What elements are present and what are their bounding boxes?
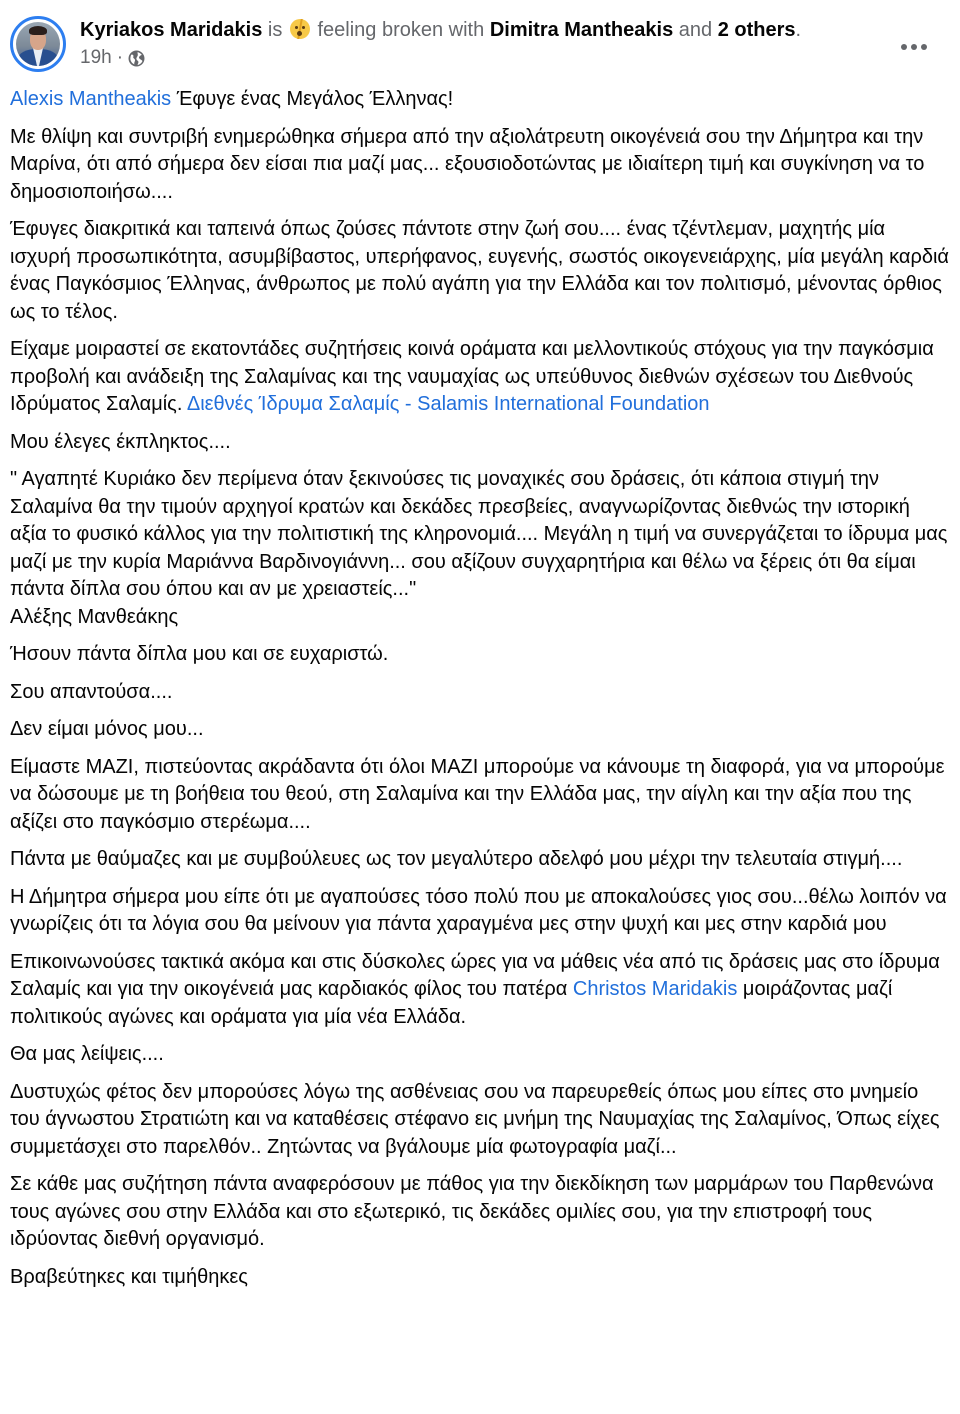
post-meta <box>80 46 145 70</box>
post-paragraph: Ήσουν πάντα δίπλα μου και σε ευχαριστώ. <box>10 643 389 665</box>
paragraph-text: Επικοινωνούσες τακτικά ακόμα και στις δύσκολες ώρες για να μάθεις νέα από τις δράσεις μας στο ίδρυμα Σαλαμίς και για την οικογένειά μας καρδιακός φίλος του πατέρα <box>10 950 940 1000</box>
tagged-others[interactable]: 2 others <box>717 19 796 41</box>
post-paragraph: Θα μας λείψεις.... <box>10 1043 164 1065</box>
paragraph-text: μοιράζοντας μαζί πολιτικούς αγώνες και οράματα για μία νέα Ελλάδα. <box>10 978 893 1028</box>
post-paragraph: Σε κάθε μας συζήτηση πάντα αναφερόσουν με πάθος για την διεκδίκηση των μαρμάρων του Παρθενώνα τους αγώνες σου στην Ελλάδα και στο εξωτερικό, τις δεκάδες ομιλίες σου, για την επιστροφή τους ιδρύοντας διεθνή οργανισμό. <box>10 1173 934 1250</box>
mention-alexis-mantheakis[interactable]: Alexis Mantheakis <box>10 88 172 110</box>
mention-salamis-foundation[interactable]: Διεθνές Ίδρυμα Σαλαμίς - Salamis International Foundation <box>186 393 710 415</box>
post-paragraph <box>10 949 950 1032</box>
is-text: is <box>267 19 283 41</box>
broken-heart-face-icon <box>290 19 310 39</box>
mention-christos-maridakis[interactable]: Christos Maridakis <box>572 978 738 1000</box>
timestamp[interactable]: 19h <box>80 47 112 68</box>
post-paragraph: Μου έλεγες έκπληκτος.... <box>10 430 231 453</box>
meta-separator: · <box>116 47 124 68</box>
profile-photo <box>16 22 60 66</box>
post-body <box>10 86 950 1301</box>
post-paragraph: Δεν είμαι μόνος μου... <box>10 718 204 740</box>
quote-signature: Αλέξης Μανθεάκης <box>10 605 179 628</box>
post-paragraph: Έφυγες διακριτικά και ταπεινά όπως ζούσες πάντοτε στην ζωή σου.... ένας τζέντλεμαν, μαχητής μία ισχυρή προσωπικότητα, ασυμβίβαστος, υπερήφανος, ευγενής, σωστός οικογενειάρχης, μία μεγάλη καρδιά ένας Παγκόσμιος Έλληνας, άνθρωπος με πολύ αγάπη για την Ελλάδα και τον πολιτισμό, μένοντας όρθιος ως το τέλος. <box>10 218 949 323</box>
post-paragraph: Με θλίψη και συντριβή ενημερώθηκα σήμερα από την αξιολάτρευτη οικογένειά σου την Δήμητρα και την Μαρίνα, ότι από σήμερα δεν είσαι πια μαζί μας... εξουσιοδοτώντας με ιδιαίτερη τιμή και συγκίνηση να το δημοσιοποιήσω.... <box>10 125 925 203</box>
paragraph-text: Είχαμε μοιραστεί σε εκατοντάδες συζητήσεις κοινά οράματα και μελλοντικούς στόχους για την παγκόσμια προβολή και ανάδειξη της Σαλαμίνας και της ναυμαχίας ως υπεύθυνος διεθνών σχέσεων του Διεθνούς Ιδρύματος Σαλαμίς. <box>10 338 934 415</box>
author-name[interactable]: Kyriakos Maridakis <box>80 19 263 41</box>
and-text: and <box>678 19 713 41</box>
post-paragraph <box>10 466 950 631</box>
post-paragraph: Είμαστε ΜΑΖΙ, πιστεύοντας ακράδαντα ότι όλοι ΜΑΖΙ μπορούμε να κάνουμε τη διαφορά, για να μπορούμε να δώσουμε με τη βοήθεια του θεού, στη Σαλαμίνα και την Ελλάδα μας, την αίγλη και την αξία που της αξίζει στο παγκόσμιο στερέωμα.... <box>10 755 945 833</box>
feeling-text: feeling broken with <box>317 19 485 41</box>
post-paragraph: Η Δήμητρα σήμερα μου είπε ότι με αγαπούσες τόσο πολύ που με αποκαλούσες γιος σου...θέλω λοιπόν να γνωρίζεις ότι τα λόγια σου θα μείνουν για πάντα χαραγμένα μες στην ψυχή και μες στην καρδιά μου <box>10 885 947 935</box>
globe-icon[interactable] <box>128 50 145 67</box>
post-author-line <box>80 17 801 43</box>
avatar[interactable] <box>10 16 66 72</box>
post-paragraph: Σου απαντούσα.... <box>10 680 173 703</box>
header-period: . <box>795 19 802 41</box>
post-paragraph: Δυστυχώς φέτος δεν μπορούσες λόγω της ασθένειας σου να παρευρεθείς όπως μου είπες στο μνημείο του άγνωστου Στρατιώτη και να καταθέσεις στέφανο εις μνήμη της Ναυμαχίας της Σαλαμίνος, Όπως είχες συμμετάσχει στο παρελθόν.. Ζητώντας να βγάλουμε μία φωτογραφία μαζί... <box>10 1080 940 1158</box>
post-paragraph <box>10 86 950 114</box>
post-paragraph: Πάντα με θαύμαζες και με συμβούλευες ως τον μεγαλύτερο αδελφό μου μέχρι την τελευταία στιγμή.... <box>10 848 903 870</box>
paragraph-text: Έφυγε ένας Μεγάλος Έλληνας! <box>171 88 454 110</box>
quote-text: " Αγαπητέ Κυριάκο δεν περίμενα όταν ξεκινούσες τις μοναχικές σου δράσεις, ότι κάποια στιγμή την Σαλαμίνα θα την τιμούν αρχηγοί κρατών και δεκάδες πρεσβείες, αναγνωρίζοντας διεθνώς την ιστορική αξία το φυσικό κάλλος για την πολιτιστική της κληρονομιά.... Μεγάλη η τιμή να συνεργάζεται το ίδρυμα μας μαζί με την κυρία Μαριάννα Βαρδινογιάννη... σου αξίζουν συγχαρητήρια και θέλω να ξέρεις ότι θα είμαι πάντα δίπλα σου όπου και αν με χρειαστείς..." <box>10 468 948 600</box>
post-header <box>10 13 950 71</box>
post-paragraph <box>10 336 950 419</box>
more-options-icon[interactable] <box>900 39 928 55</box>
post-paragraph: Βραβεύτηκες και τιμήθηκες <box>10 1265 248 1288</box>
tagged-person[interactable]: Dimitra Mantheakis <box>489 19 674 41</box>
